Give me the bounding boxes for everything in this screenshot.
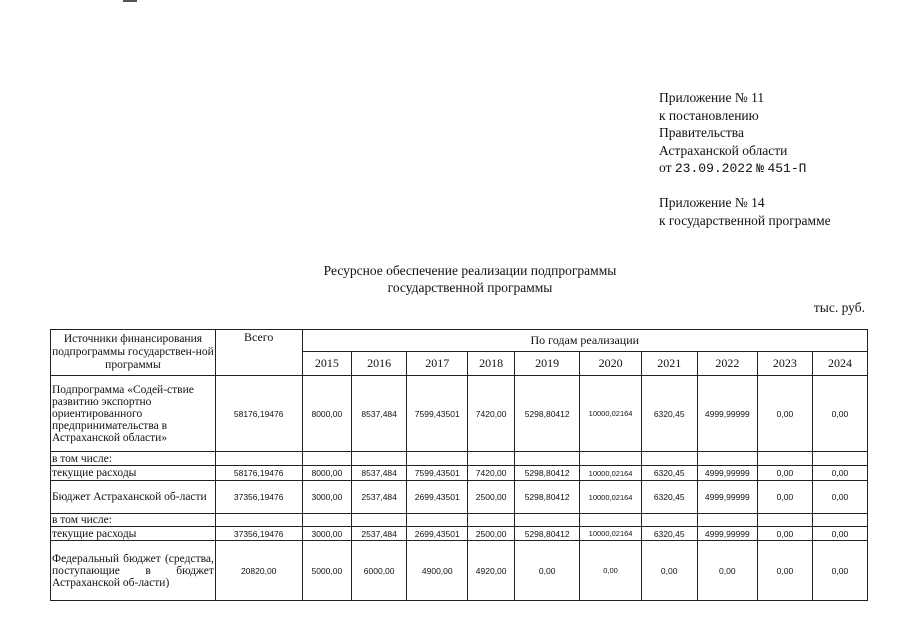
year-value-cell: 0,00 [757, 527, 812, 541]
year-value-cell: 4999,99999 [697, 466, 757, 481]
year-value-cell: 5000,00 [302, 541, 352, 601]
year-value-cell: 4900,00 [407, 541, 468, 601]
document-title-line: Ресурсное обеспечение реализации подпрограммы [323, 263, 617, 278]
decree-number: 451-П [767, 161, 807, 176]
year-value-cell [812, 452, 867, 466]
year-value-cell [302, 514, 352, 527]
year-value-cell [757, 514, 812, 527]
table-header-row [51, 330, 868, 352]
year-value-cell: 2699,43501 [407, 527, 468, 541]
year-value-cell: 7599,43501 [407, 376, 468, 452]
year-value-cell: 5298,80412 [514, 466, 580, 481]
year-header: 2023 [757, 352, 812, 376]
document-title [270, 262, 670, 296]
appendix-14-title: Приложение № 14 [659, 195, 765, 210]
year-value-cell: 3000,00 [302, 527, 352, 541]
year-value-cell: 6000,00 [352, 541, 407, 601]
table-row [51, 514, 868, 527]
year-value-cell [407, 452, 468, 466]
year-header: 2019 [514, 352, 580, 376]
year-value-cell: 5298,80412 [514, 376, 580, 452]
year-value-cell: 8000,00 [302, 466, 352, 481]
document-title-line: государственной программы [387, 280, 553, 295]
year-value-cell: 0,00 [812, 527, 867, 541]
row-label: в том числе: [51, 452, 216, 466]
appendix-11-line: Астраханской области [659, 142, 788, 158]
year-value-cell: 6320,45 [641, 527, 697, 541]
years-group-header: По годам реализации [302, 330, 867, 352]
year-value-cell: 2537,484 [352, 527, 407, 541]
total-cell: 20820,00 [215, 541, 302, 601]
total-cell: 37356,19476 [215, 481, 302, 514]
year-header: 2017 [407, 352, 468, 376]
row-label: Подпрограмма «Содей-ствие развитию экспортно ориентированного предпринимательства в Астраханской области» [51, 376, 216, 452]
total-cell: 37356,19476 [215, 527, 302, 541]
table-row [51, 527, 868, 541]
year-value-cell [514, 452, 580, 466]
year-value-cell: 5298,80412 [514, 481, 580, 514]
year-value-cell: 0,00 [580, 541, 641, 601]
year-value-cell: 0,00 [514, 541, 580, 601]
total-cell [215, 514, 302, 527]
year-value-cell [514, 514, 580, 527]
year-value-cell [697, 514, 757, 527]
year-value-cell: 8000,00 [302, 376, 352, 452]
year-header: 2015 [302, 352, 352, 376]
year-value-cell: 5298,80412 [514, 527, 580, 541]
appendix-11-date-line [659, 159, 806, 178]
year-value-cell: 10000,02164 [580, 527, 641, 541]
year-value-cell: 7420,00 [468, 376, 515, 452]
year-value-cell: 2500,00 [468, 481, 515, 514]
table-row [51, 481, 868, 514]
year-value-cell: 10000,02164 [580, 466, 641, 481]
year-value-cell: 4999,99999 [697, 376, 757, 452]
year-value-cell: 4920,00 [468, 541, 515, 601]
year-value-cell: 7420,00 [468, 466, 515, 481]
table-row [51, 541, 868, 601]
year-value-cell: 2537,484 [352, 481, 407, 514]
year-value-cell: 6320,45 [641, 481, 697, 514]
year-header: 2016 [352, 352, 407, 376]
row-label: текущие расходы [51, 527, 216, 541]
year-header: 2022 [697, 352, 757, 376]
year-value-cell: 0,00 [757, 541, 812, 601]
year-value-cell [580, 452, 641, 466]
row-label: текущие расходы [51, 466, 216, 481]
year-value-cell [697, 452, 757, 466]
year-value-cell: 8537,484 [352, 376, 407, 452]
year-value-cell: 0,00 [812, 376, 867, 452]
year-value-cell: 0,00 [641, 541, 697, 601]
year-value-cell: 2699,43501 [407, 481, 468, 514]
year-value-cell: 6320,45 [641, 376, 697, 452]
scan-mark [123, 0, 137, 2]
appendix-11-line: Правительства [659, 125, 744, 140]
year-value-cell: 0,00 [757, 376, 812, 452]
year-value-cell: 2500,00 [468, 527, 515, 541]
table-row [51, 452, 868, 466]
year-value-cell: 10000,02164 [580, 376, 641, 452]
year-value-cell [580, 514, 641, 527]
year-value-cell [812, 514, 867, 527]
year-value-cell: 10000,02164 [580, 481, 641, 514]
appendix-11-block [659, 89, 806, 178]
row-label: в том числе: [51, 514, 216, 527]
total-cell [215, 452, 302, 466]
year-value-cell [641, 514, 697, 527]
unit-label: тыс. руб. [813, 300, 865, 315]
year-value-cell: 6320,45 [641, 466, 697, 481]
year-value-cell: 0,00 [757, 466, 812, 481]
appendix-14-line: к государственной программе [659, 212, 831, 228]
year-value-cell: 4999,99999 [697, 481, 757, 514]
appendix-11-title: Приложение № 11 [659, 90, 765, 105]
year-value-cell [468, 514, 515, 527]
year-header: 2020 [580, 352, 641, 376]
table-row [51, 466, 868, 481]
year-value-cell: 7599,43501 [407, 466, 468, 481]
appendix-14-block [659, 194, 831, 229]
year-value-cell: 8537,484 [352, 466, 407, 481]
year-value-cell: 3000,00 [302, 481, 352, 514]
year-header: 2024 [812, 352, 867, 376]
year-value-cell: 0,00 [812, 541, 867, 601]
year-value-cell [641, 452, 697, 466]
year-value-cell [302, 452, 352, 466]
table-row [51, 376, 868, 452]
table-body [51, 376, 868, 601]
year-value-cell [468, 452, 515, 466]
appendix-11-line: к постановлению [659, 107, 759, 123]
year-value-cell: 0,00 [812, 466, 867, 481]
year-value-cell: 0,00 [757, 481, 812, 514]
year-header: 2021 [641, 352, 697, 376]
date-prefix: от [659, 160, 672, 175]
total-cell: 58176,19476 [215, 466, 302, 481]
total-column-header: Всего [215, 330, 302, 376]
year-value-cell: 0,00 [812, 481, 867, 514]
year-header: 2018 [468, 352, 515, 376]
total-cell: 58176,19476 [215, 376, 302, 452]
funding-table [50, 329, 868, 601]
decree-date: 23.09.2022 [674, 161, 753, 176]
source-column-header: Источники финансирования подпрограммы государствен-ной программы [51, 330, 216, 376]
year-value-cell [757, 452, 812, 466]
year-value-cell [352, 452, 407, 466]
year-value-cell: 0,00 [697, 541, 757, 601]
year-value-cell [407, 514, 468, 527]
row-label: Федеральный бюджет (средства, поступающие в бюджет Астраханской об-ласти) [51, 541, 216, 601]
year-value-cell [352, 514, 407, 527]
row-label: Бюджет Астраханской об-ласти [51, 481, 216, 514]
year-value-cell: 4999,99999 [697, 527, 757, 541]
number-prefix: № [756, 161, 765, 176]
